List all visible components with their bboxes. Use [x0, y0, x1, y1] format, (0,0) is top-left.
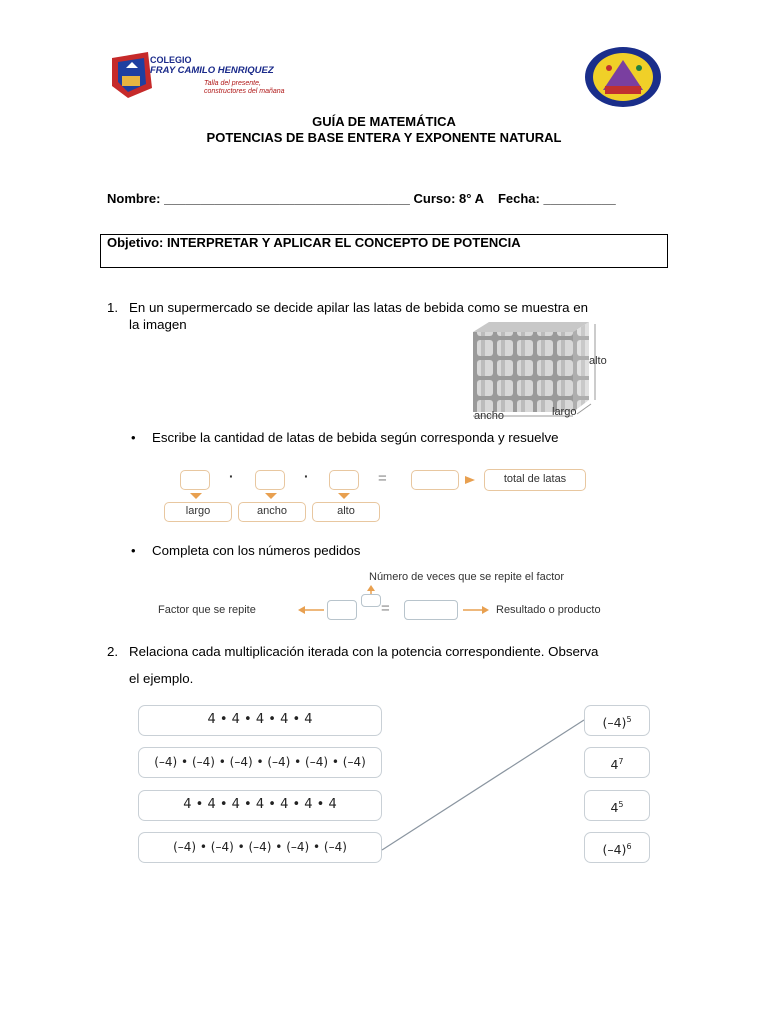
- multiplication-item[interactable]: (–4) • (–4) • (–4) • (–4) • (–4): [138, 832, 382, 863]
- bullet-2-marker: •: [131, 543, 136, 558]
- school-name-line1: COLEGIO: [150, 55, 192, 65]
- cube-label-largo: largo: [552, 406, 577, 418]
- cube-label-ancho: ancho: [474, 410, 504, 422]
- power-item[interactable]: [584, 705, 650, 736]
- name-label: Nombre:: [107, 191, 161, 206]
- multiply-dot-2: ·: [304, 468, 309, 484]
- objective-text: Objetivo: INTERPRETAR Y APLICAR EL CONCEPTO DE POTENCIA: [107, 235, 521, 250]
- multiply-dot-1: ·: [229, 468, 234, 484]
- power-base: 4: [610, 757, 619, 773]
- question-1-text-line2: la imagen: [129, 317, 187, 332]
- question-1-number: 1.: [107, 300, 119, 315]
- multiplication-item[interactable]: 4 • 4 • 4 • 4 • 4: [138, 705, 382, 736]
- multiplication-item[interactable]: (–4) • (–4) • (–4) • (–4) • (–4) • (–4): [138, 747, 382, 778]
- equals-sign-1: =: [378, 470, 387, 487]
- date-field[interactable]: __________: [543, 191, 616, 206]
- exponent-description: Número de veces que se repite el factor: [369, 571, 565, 583]
- power-base: (–4): [602, 842, 627, 858]
- power-exponent: 6: [626, 842, 632, 851]
- bullet-1-marker: •: [131, 430, 136, 445]
- power-base: (–4): [602, 715, 627, 731]
- question-2-text-line1: Relaciona cada multiplicación iterada con la potencia correspondiente. Observa: [129, 644, 599, 659]
- power-exponent: 5: [618, 800, 624, 809]
- ancho-label: ancho: [238, 502, 306, 522]
- power-base: 4: [610, 800, 619, 816]
- page-title: GUÍA DE MATEMÁTICA: [312, 114, 456, 129]
- power-exponent: 7: [618, 757, 624, 766]
- power-item[interactable]: [584, 747, 650, 778]
- date-label: Fecha:: [497, 191, 540, 206]
- course-label: Curso: 8° A: [413, 191, 484, 206]
- power-item[interactable]: [584, 832, 650, 863]
- multiplication-item[interactable]: 4 • 4 • 4 • 4 • 4 • 4 • 4: [138, 790, 382, 821]
- cube-label-alto: alto: [589, 355, 607, 367]
- power-exponent: 5: [626, 715, 632, 724]
- question-2-text-line2: el ejemplo.: [129, 671, 194, 686]
- total-latas-label: total de latas: [484, 469, 586, 491]
- school-motto: Talla del presente, constructores del mañana: [204, 80, 285, 95]
- school-name-line2: FRAY CAMILO HENRIQUEZ: [150, 65, 274, 76]
- alto-label: alto: [312, 502, 380, 522]
- equals-sign-2: =: [381, 600, 390, 617]
- page-subtitle: POTENCIAS DE BASE ENTERA Y EXPONENTE NATURAL: [206, 130, 562, 145]
- factor-description: Factor que se repite: [158, 604, 256, 616]
- question-1-text-line1: En un supermercado se decide apilar las latas de bebida como se muestra en: [129, 300, 589, 315]
- question-2-number: 2.: [107, 644, 119, 659]
- power-item[interactable]: [584, 790, 650, 821]
- bullet-1-text: Escribe la cantidad de latas de bebida según corresponda y resuelve: [152, 430, 559, 445]
- bullet-2-text: Completa con los números pedidos: [152, 543, 361, 558]
- result-description: Resultado o producto: [496, 604, 601, 616]
- name-field[interactable]: __________________________________: [164, 191, 410, 206]
- largo-label: largo: [164, 502, 232, 522]
